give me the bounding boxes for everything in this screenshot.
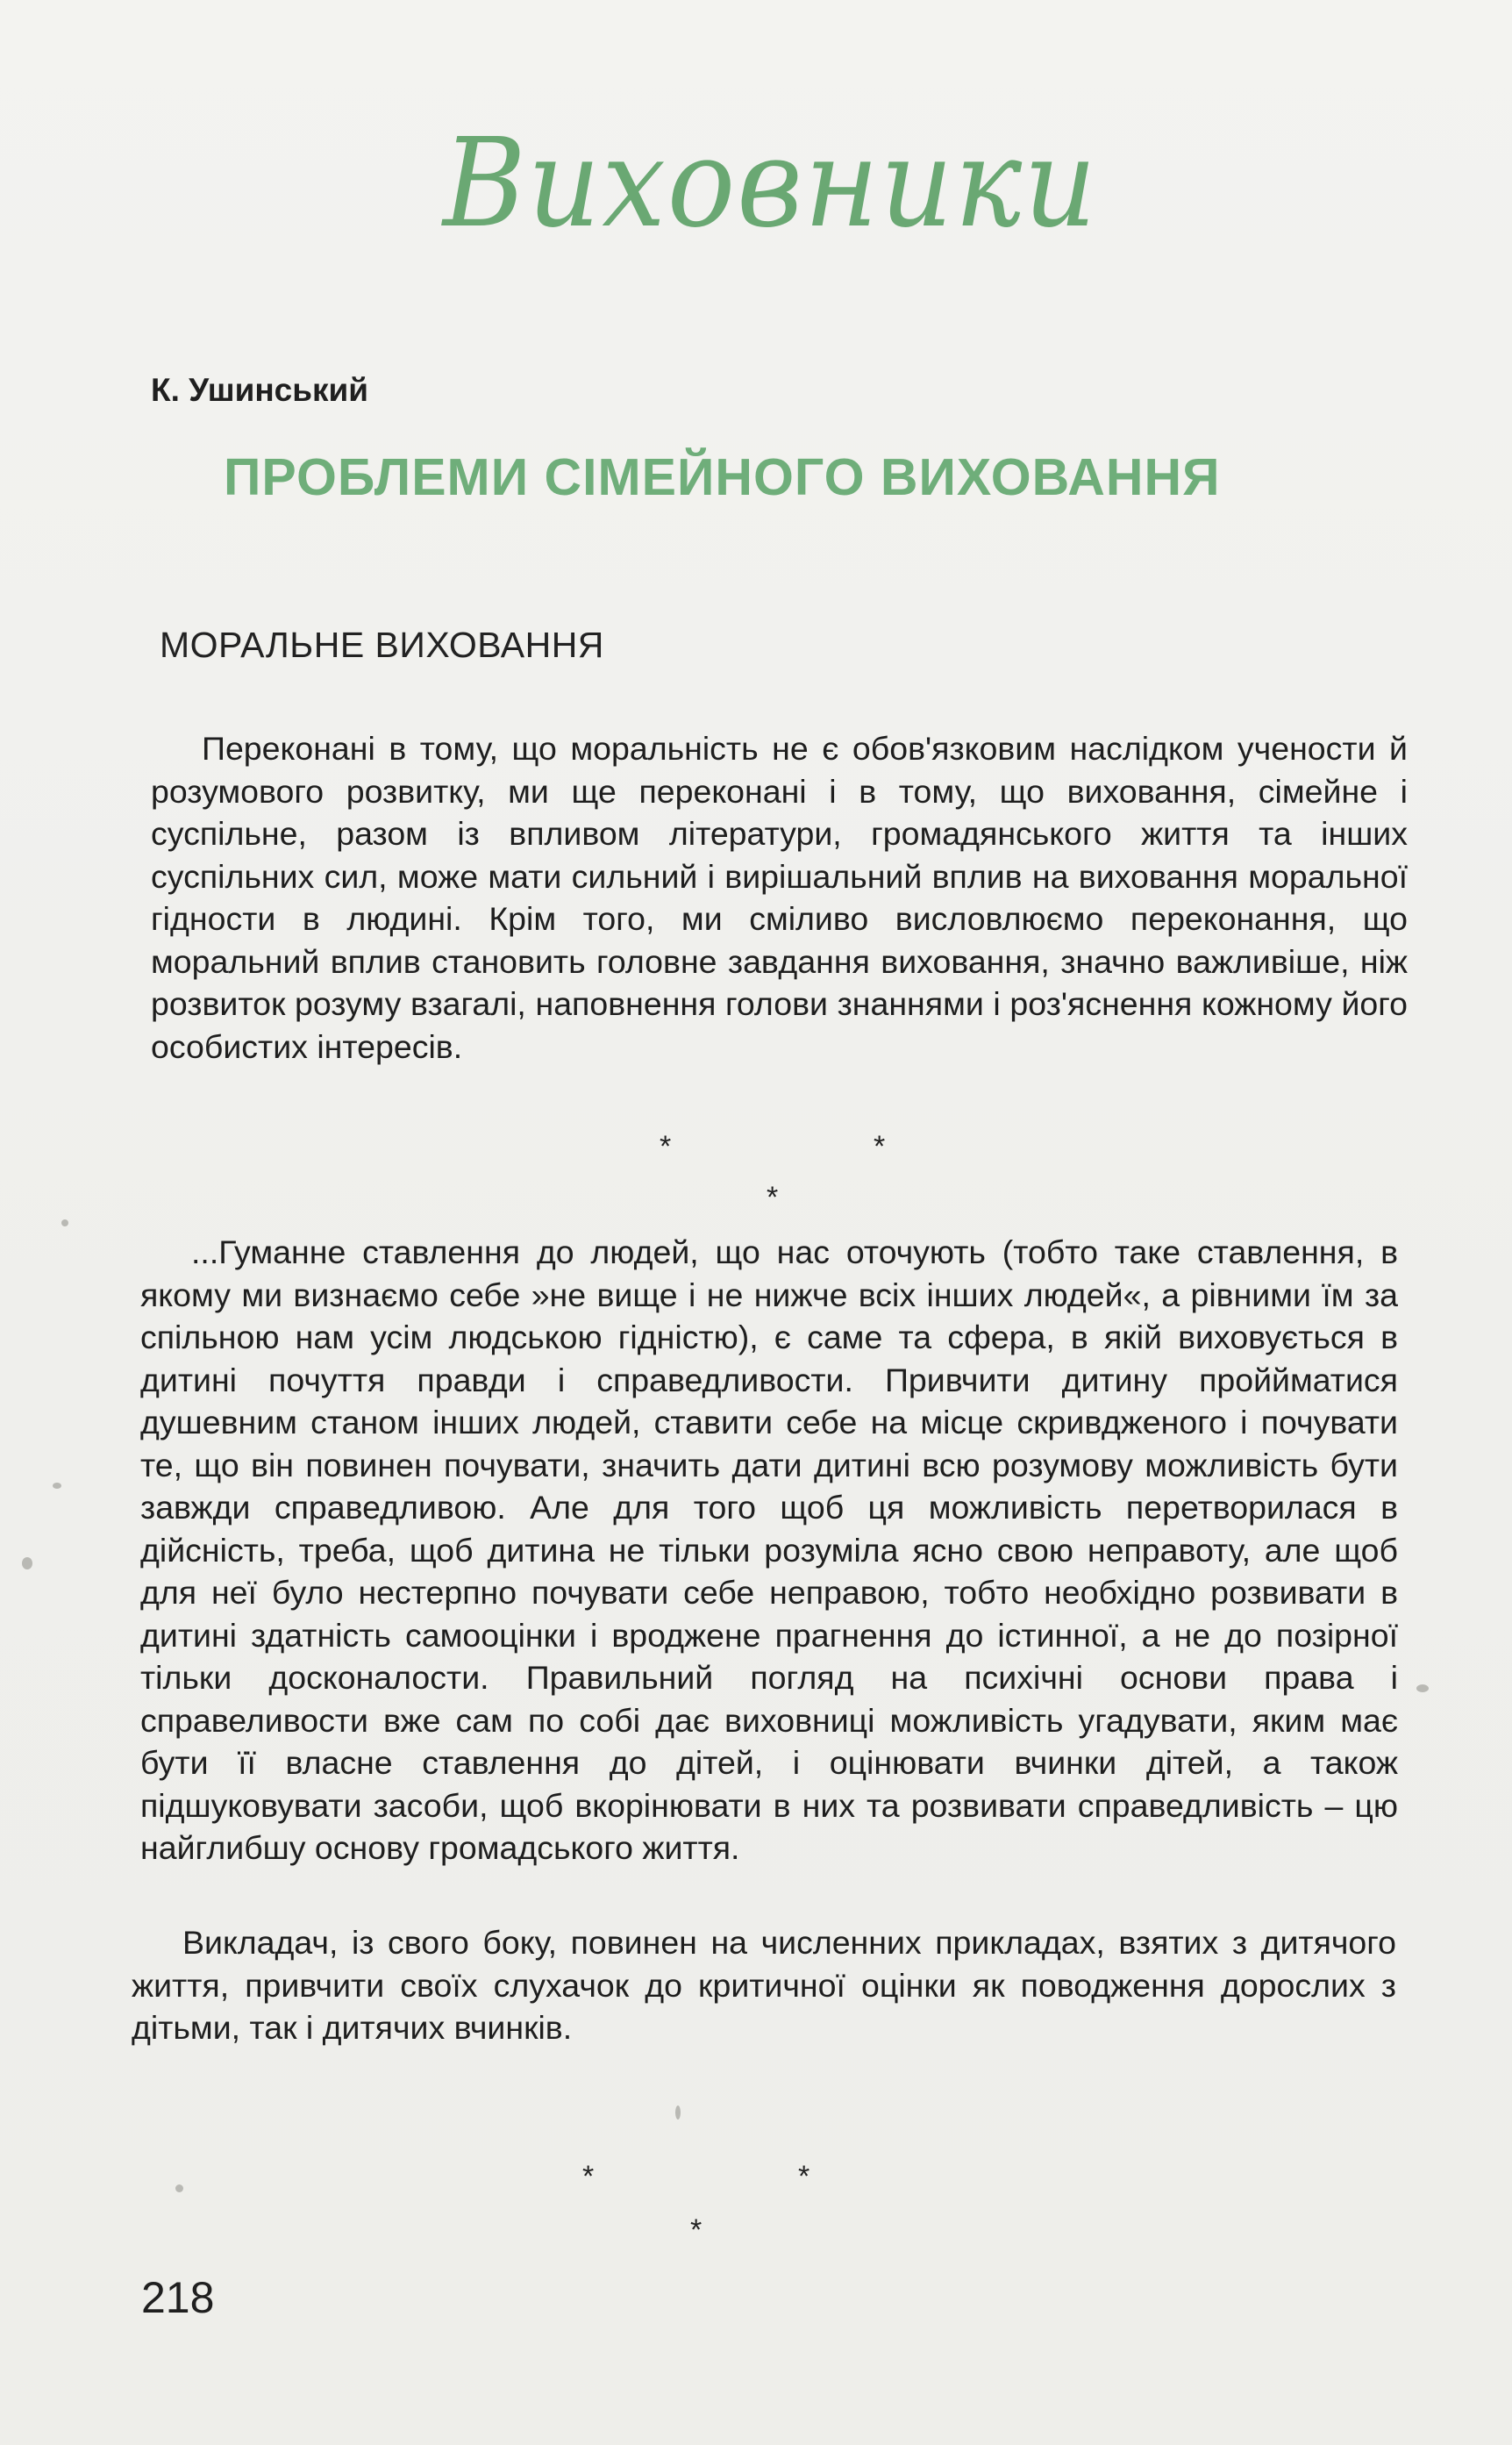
subheading: МОРАЛЬНЕ ВИХОВАННЯ bbox=[160, 625, 604, 665]
paper-speck bbox=[53, 1483, 61, 1489]
section-title: Виховники bbox=[443, 112, 1098, 255]
page-number: 218 bbox=[141, 2273, 215, 2322]
separator-star: * bbox=[690, 2213, 703, 2247]
separator-star: * bbox=[767, 1181, 779, 1214]
separator-star: * bbox=[874, 1130, 886, 1163]
paper-speck bbox=[1416, 1684, 1429, 1692]
paragraph-1: Переконані в тому, що моральність не є обов'язковим наслідком учености й розумового розвитку, ми ще переконані і в тому, що виховання, сімейне і суспільне, разом із впливом літератури, громадянського життя та інших суспільних сил, може мати сильний і вирішальний вплив на виховання моральної гідности в людині. Крім того, ми сміливо висловлюємо переконання, що моральний вплив становить головне завдання виховання, значно важливіше, ніж розвиток розуму взагалі, наповнення голови знаннями і роз'яснення кожному його особистих інтересів. bbox=[151, 730, 1408, 1065]
paper-speck bbox=[175, 2184, 183, 2192]
paper-speck bbox=[61, 1219, 68, 1226]
separator-star: * bbox=[798, 2160, 810, 2193]
article-title: ПРОБЛЕМИ СІМЕЙНОГО ВИХОВАННЯ bbox=[224, 448, 1221, 506]
paper-speck bbox=[675, 2105, 681, 2120]
separator-star: * bbox=[660, 1130, 672, 1163]
paper-speck bbox=[22, 1557, 32, 1569]
paragraph-2: ...Гуманне ставлення до людей, що нас оточують (тобто таке ставлення, в якому ми визнаємо себе »не вище і не нижче всіх інших людей«, а рівними їм за спільною нам усім людською гідністю), є саме та сфера, в якій виховується в дитині почуття правди і справедливости. Привчити дитину проййматися душевним станом інших людей, ставити себе на місце скривдженого і почувати те, що він повинен почувати, значить дати дитині всю розумову можливість бути завжди справедливою. Але для того щоб ця можливість перетворилася в дійсність, треба, щоб дитина не тільки розуміла ясно свою неправоту, але щоб для неї було нестерпно почувати себе неправою, тобто необхідно розвивати в дитині здатність самооцінки і вроджене прагнення до істинної, а не до позірної тільки досконалости. Правильний погляд на психічні основи права і справеливости вже сам по собі дає виховниці можливість угадувати, яким має бути її власне ставлення до дітей, і оцінювати вчинки дітей, а також підшуковувати засоби, щоб вкорінювати в них та розвивати справедливість – цю найглибшу основу громадського життя. bbox=[140, 1233, 1398, 1866]
separator-star: * bbox=[582, 2160, 595, 2193]
author-name: К. Ушинський bbox=[151, 372, 369, 408]
paragraph-3: Викладач, із свого боку, повинен на численних прикладах, взятих з дитячого життя, привчити своїх слухачок до критичної оцінки як поводження дорослих з дітьми, так і дитячих вчинків. bbox=[132, 1924, 1396, 2046]
